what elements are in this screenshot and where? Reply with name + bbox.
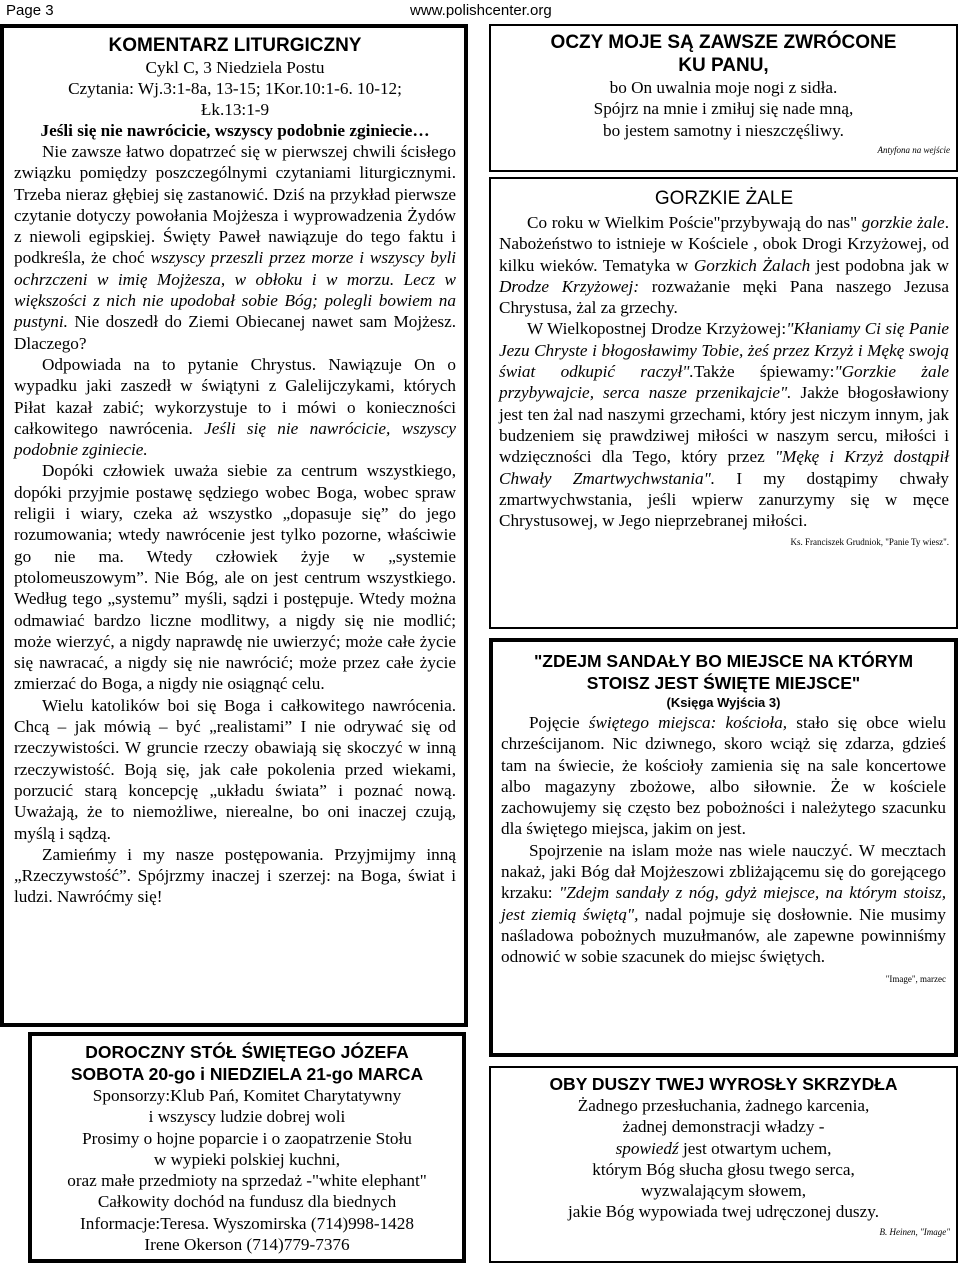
doroczny-box	[28, 1032, 466, 1263]
doroczny-line: Informacje:Teresa. Wyszomirska (714)998-1428	[80, 1213, 414, 1233]
oby-line: żadnej demonstracji władzy -	[622, 1117, 825, 1137]
gorzkie-source: Ks. Franciszek Grudniok, "Panie Ty wiesz".	[790, 537, 949, 548]
doroczny-line: i wszyscy ludzie dobrej woli	[148, 1107, 346, 1127]
oby-box	[489, 1066, 958, 1263]
komentarz-readings-1: Czytania: Wj.3:1-8a, 13-15; 1Kor.10:1-6. 10-12;	[68, 79, 402, 98]
oby-line: spowiedź jest otwartym uchem,	[615, 1138, 832, 1158]
antyfona-line: Spójrz na mnie i zmiłuj się nade mną,	[593, 99, 854, 119]
antyfona-box	[489, 24, 958, 172]
antyfona-line: bo jestem samotny i nieszczęśliwy.	[603, 120, 844, 140]
gorzkie-box	[489, 177, 958, 629]
komentarz-paragraph-3: Dopóki człowiek uważa siebie za centrum wszystkiego, dopóki przyjmie postawę sędziego wobec Boga, wobec spraw religii i wiary, czeka aż wszystko „dopasuje się” do jego rozumowania; wtedy nawrócenie jest tylko pozorne, właściwie go nie ma. Wtedy człowiek żyje w „systemie ptolomeuszowym”. Nie Bóg, ale on jest centrum wszystkiego. Według tego „systemu” myśli, sądzi i postępuje. Wtedy można odmawiać bardzo liczne modlitwy, a nigdy się nie modlić; może wierzyć, a nigdy naprawdę nie uwierzyć; może całe życie się nawracać, a nigdy się nie nawrócić; może przez całe życie zmierzać do Boga, a nigdy nie osiągnąć celu.	[14, 461, 456, 694]
komentarz-paragraph-1: Nie zawsze łatwo dopatrzeć się w pierwszej chwili ścisłego związku pomiędzy poszczególnymi czytaniami liturgicznymi. Trzeba nieraz głębiej się zastanowić. Dziś na przykład pierwsze czytanie dotyczy powołania Mojżesza i wyprowadzenia Żydów z niewoli egipskiej. Święty Paweł nawiązuje do tego faktu i podkreśla, że choć wszyscy przeszli przez morze i wszyscy byli ochrzczeni w imię Mojżesza, w obłoku i w morzu. Lecz w większości z nich nie upodobał sobie Bóg; polegli bowiem na pustyni. Nie doszedł do Ziemi Obiecanej nawet sam Mojżesz. Dlaczego?	[14, 142, 456, 353]
gorzkie-paragraph-1: Co roku w Wielkim Poście"przybywają do nas" gorzkie żale. Nabożeństwo to istnieje w Kościele , obok Drogi Krzyżowej, od kilku wieków. Tematyka w Gorzkich Żalach jest podobna jak w Drodze Krzyżowej: rozważanie męki Pana naszego Jezusa Chrystusa, żal za grzechy.	[499, 213, 950, 318]
antyfona-title-2: KU PANU,	[678, 55, 769, 76]
zdejm-title-2: STOISZ JEST ŚWIĘTE MIEJSCE"	[586, 673, 861, 693]
doroczny-line: Sponsorzy:Klub Pań, Komitet Charytatywny	[92, 1086, 402, 1105]
antyfona-title-1: OCZY MOJE SĄ ZAWSZE ZWRÓCONE	[550, 32, 897, 53]
gorzkie-title: GORZKIE ŻALE	[654, 188, 794, 209]
oby-line: którym Bóg słucha głosu twego serca,	[592, 1159, 855, 1179]
oby-source: B. Heinen, "Image"	[879, 1226, 950, 1237]
doroczny-line: oraz małe przedmioty na sprzedaż -"white elephant"	[67, 1171, 427, 1191]
antyfona-line: bo On uwalnia moje nogi z sidła.	[609, 78, 838, 97]
oby-line: Żadnego przesłuchania, żadnego karcenia,	[577, 1096, 870, 1115]
zdejm-box	[489, 638, 958, 1057]
zdejm-paragraph-2: Spojrzenie na islam może nas wiele nauczyć. W mecztach nakaż, jaki Bóg dał Mojżeszowi zbliżającemu się do gorejącego krzaku: "Zdejm sandały z nóg, gdyż miejsce, na którym stoisz, jest ziemią świętą", nadal pojmuje się dosłownie. Nie musimy naśladowa pobożnych muzułmanów, ale zapewne powinniśmy odnowić w sobie szacunek do miejsc świętych.	[501, 840, 946, 967]
zdejm-reference: (Księga Wyjścia 3)	[666, 695, 781, 710]
oby-line: jakie Bóg wypowiada twej udręczonej duszy.	[567, 1202, 880, 1222]
doroczny-title-2: SOBOTA 20-go i NIEDZIELA 21-go MARCA	[70, 1064, 424, 1084]
oby-title: OBY DUSZY TWEJ WYROSŁY SKRZYDŁA	[549, 1074, 898, 1094]
zdejm-title-1: "ZDEJM SANDAŁY BO MIEJSCE NA KTÓRYM	[533, 651, 914, 671]
doroczny-line: Całkowity dochód na fundusz dla biednych	[97, 1192, 397, 1212]
doroczny-line: Prosimy o hojne poparcie i o zaopatrzenie Stołu	[82, 1128, 412, 1148]
komentarz-title: KOMENTARZ LITURGICZNY	[108, 35, 362, 56]
doroczny-line: w wypieki polskiej kuchni,	[153, 1149, 341, 1169]
website-url[interactable]: www.polishcenter.org	[410, 2, 552, 19]
page-number: Page 3	[6, 2, 54, 19]
zdejm-paragraph-1: Pojęcie świętego miejsca: kościoła, stało się obce wielu chrześcijanom. Nic dziwnego, skoro wciąż się zdarza, gdzieś tam na świecie, że kościoły zamienia się na sale koncertowe albo magazyny zbożowe, albo siłownie. Że w kościele zachowujemy się często bez pobożności i należytego szacunku dla świętego miejsca, jakim on jest.	[501, 713, 947, 839]
zdejm-source: "Image", marzec	[885, 973, 946, 984]
komentarz-readings-2: Łk.13:1-9	[200, 100, 270, 119]
komentarz-paragraph-5: Zamieńmy i my nasze postępowania. Przyjmijmy inną „Rzeczywstość”. Spójrzmy inaczej i szerzej: na Boga, świat i ludzi. Nawróćmy się!	[14, 844, 456, 907]
doroczny-title-1: DOROCZNY STÓŁ ŚWIĘTEGO JÓZEFA	[85, 1042, 409, 1062]
antyfona-source: Antyfona na wejście	[877, 144, 950, 155]
gorzkie-paragraph-2: W Wielkopostnej Drodze Krzyżowej:"Kłaniamy Ci się Panie Jezu Chryste i błogosławimy Tobie, żeś przez Krzyż i Mękę swoją świat odkupić raczył".Także śpiewamy:"Gorzkie żale przybywajcie, serca nasze przenikajcie". Jakże błogosławiony jest ten żal nad naszymi grzechami, który jest niczym innym, jak budzeniem się prawdziwej miłości w naszym sercu, miłości i wdzięczności dla Tego, który przez "Mękę i Krzyż dostąpił Chwały Zmartwychwstania". I my dostąpimy chwały zmartwychwstania, jeśli wpierw zanurzymy się w męce Chrystusowej, w Jego nieprzebranej miłości.	[499, 319, 949, 531]
komentarz-subtitle: Jeśli się nie nawrócicie, wszyscy podobnie zginiecie…	[40, 121, 430, 140]
page-header	[0, 0, 960, 22]
komentarz-paragraph-2: Odpowiada na to pytanie Chrystus. Nawiązuje On o wypadku jaki zaszedł w świątyni z Galelijczykami, których Piłat kazał zabić; wykorzystuje to i mówi o konieczności całkowitego nawrócenia. Jeśli się nie nawrócicie, wszyscy podobnie zginiecie.	[14, 354, 456, 460]
komentarz-box	[0, 24, 468, 1027]
komentarz-cycle: Cykl C, 3 Niedziela Postu	[145, 58, 325, 77]
komentarz-paragraph-4: Wielu katolików boi się Boga i całkowitego nawrócenia. Chcą – jak mówią – być „realistami” I nie odrywać się od rzeczywistości. W gruncie rzeczy obawiają się skoczyć w inną rzeczywistość. Boją się, jak całe pokolenia przed wiekami, porzucić starą koncepcję „układu świata” i poznać nową. Uważają, że to niemożliwe, nierealne, bo oni inaczej czują, myślą i sądzą.	[14, 695, 456, 843]
oby-line: wyzwalającym słowem,	[640, 1181, 807, 1201]
doroczny-line: Irene Okerson (714)779-7376	[144, 1235, 350, 1255]
